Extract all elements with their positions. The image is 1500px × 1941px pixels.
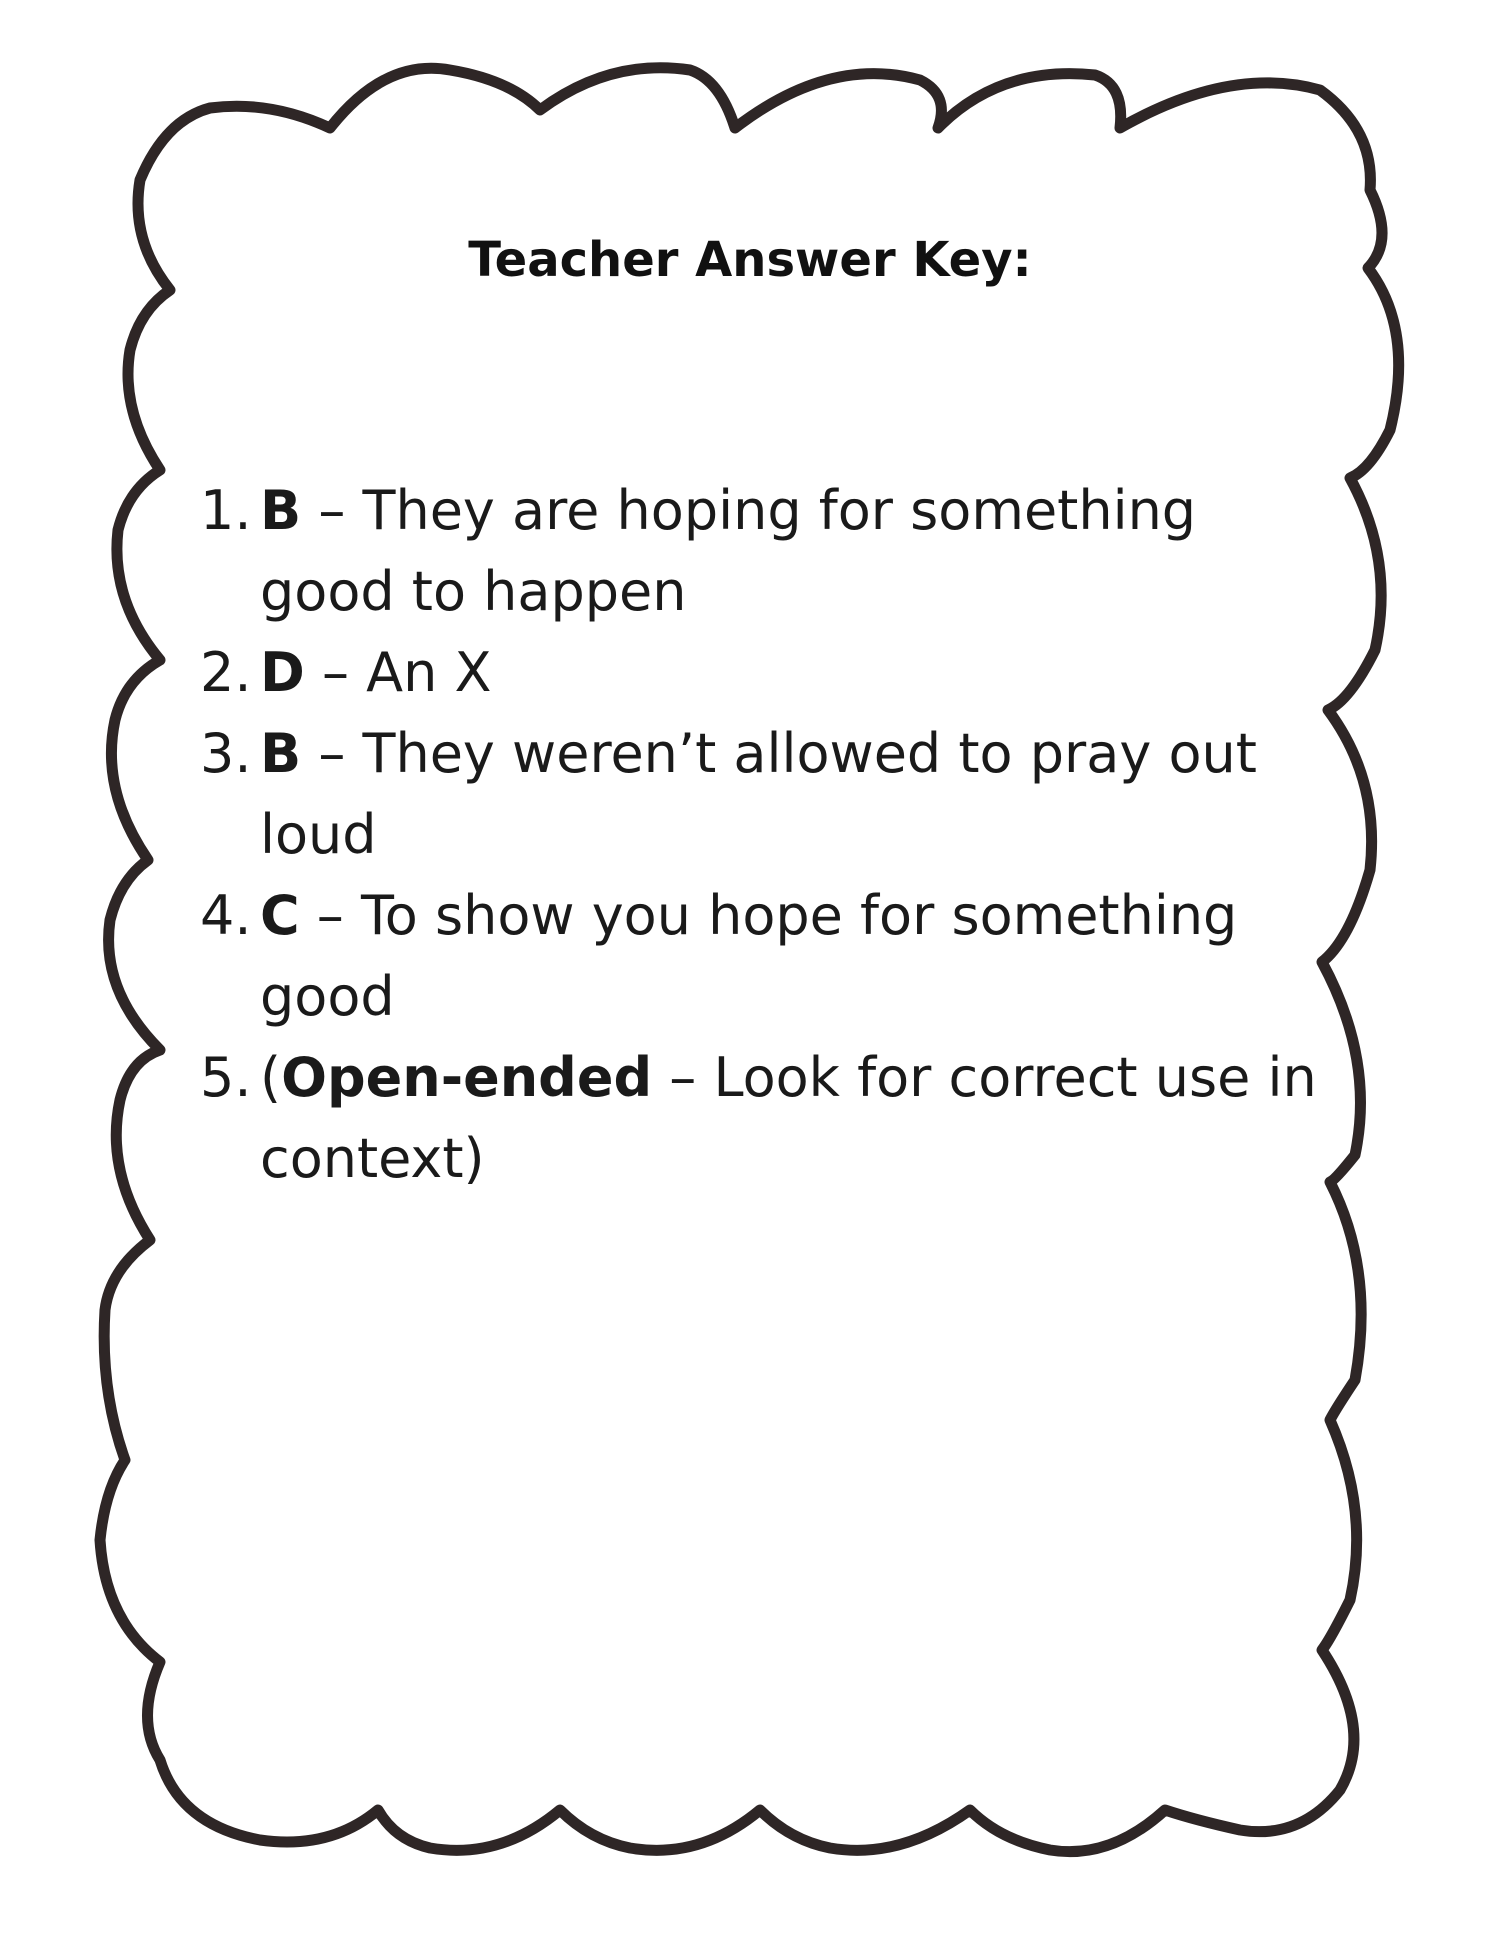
answer-item-2 [200, 632, 1340, 713]
answer-item-5 [200, 1037, 1340, 1199]
answer-item-3 [200, 713, 1340, 875]
answer-number: 3. [200, 722, 252, 785]
answer-text: – To show you hope for something good [260, 884, 1238, 1028]
answer-letter: D [260, 641, 305, 704]
answer-item-1 [200, 470, 1340, 632]
answer-letter: C [260, 884, 300, 947]
answer-text: – They weren’t allowed to pray out loud [260, 722, 1257, 866]
answer-number: 2. [200, 641, 252, 704]
answer-number: 1. [200, 479, 252, 542]
answer-text: – Look for correct use in context) [260, 1046, 1317, 1190]
answer-number: 5. [200, 1046, 252, 1109]
answer-number: 4. [200, 884, 252, 947]
answer-text: – They are hoping for something good to happen [260, 479, 1197, 623]
answer-letter: B [260, 479, 302, 542]
page-title: Teacher Answer Key: [468, 232, 1032, 288]
answer-item-4 [200, 875, 1340, 1037]
answer-letter: Open-ended [281, 1046, 653, 1109]
answer-prefix: ( [260, 1046, 282, 1109]
answer-list [200, 470, 1340, 1199]
answer-letter: B [260, 722, 302, 785]
answer-text: – An X [304, 641, 492, 704]
